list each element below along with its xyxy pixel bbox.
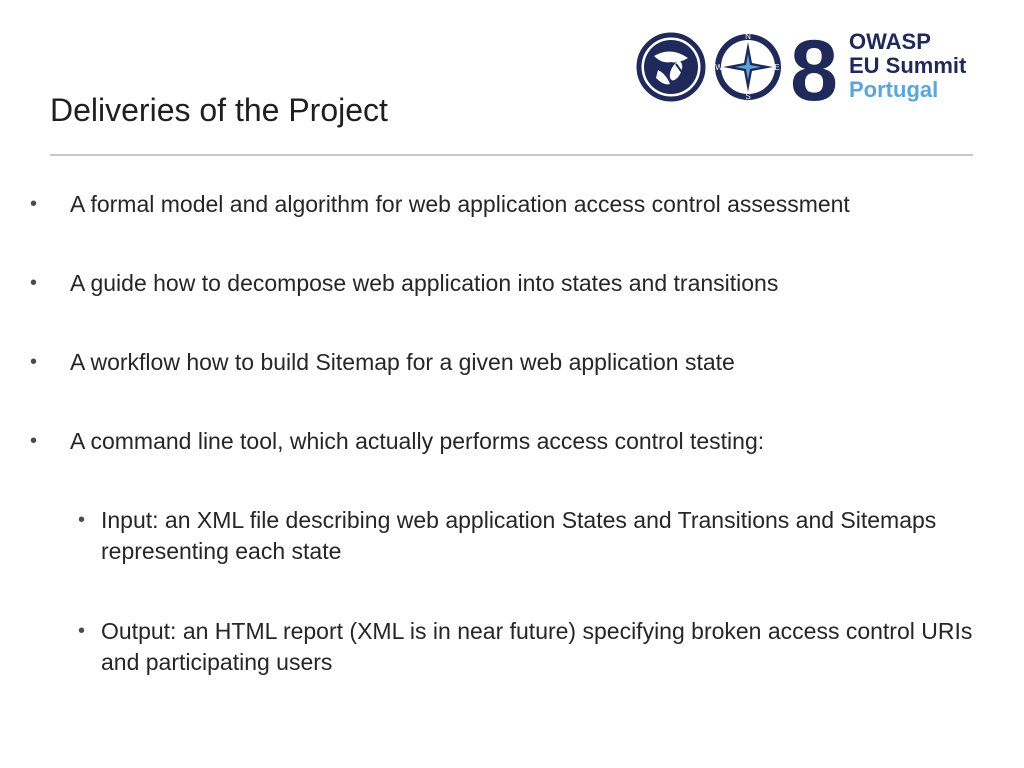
sub-bullet-icon: • [78,620,86,642]
logo-line-eu-summit: EU Summit [849,53,967,78]
title-divider [50,154,973,156]
bullet-item [30,347,990,378]
wasp-icon [639,35,703,99]
bullet-item [30,268,990,299]
sub-bullet-icon: • [78,509,86,531]
compass-icon [715,32,781,101]
bullet-icon: • [30,430,38,452]
logo-number: 8 [790,26,838,108]
bullet-item [30,426,990,457]
bullet-icon: • [30,193,38,215]
sub-bullet-item [78,616,978,678]
slide-title: Deliveries of the Project [50,92,388,128]
compass-letter-n: N [745,32,751,41]
logo-line-owasp: OWASP [849,29,931,54]
sub-bullet-text: Output: an HTML report (XML is in near future) specifying broken access control URIs and participating users [101,618,973,675]
bullet-text: A guide how to decompose web application into states and transitions [70,270,779,296]
sub-bullet-item [78,505,978,567]
bullet-text: A formal model and algorithm for web application access control assessment [70,191,850,217]
bullet-item [30,189,990,220]
bullet-text: A command line tool, which actually performs access control testing: [70,428,765,454]
bullet-icon: • [30,272,38,294]
logo-line-portugal: Portugal [849,77,939,102]
bullet-icon: • [30,351,38,373]
bullet-text: A workflow how to build Sitemap for a given web application state [70,349,735,375]
compass-letter-s: S [745,92,751,101]
compass-letter-e: E [774,63,780,72]
compass-letter-w: W [715,63,723,72]
sub-bullet-text: Input: an XML file describing web application States and Transitions and Sitemaps representing each state [101,507,937,564]
